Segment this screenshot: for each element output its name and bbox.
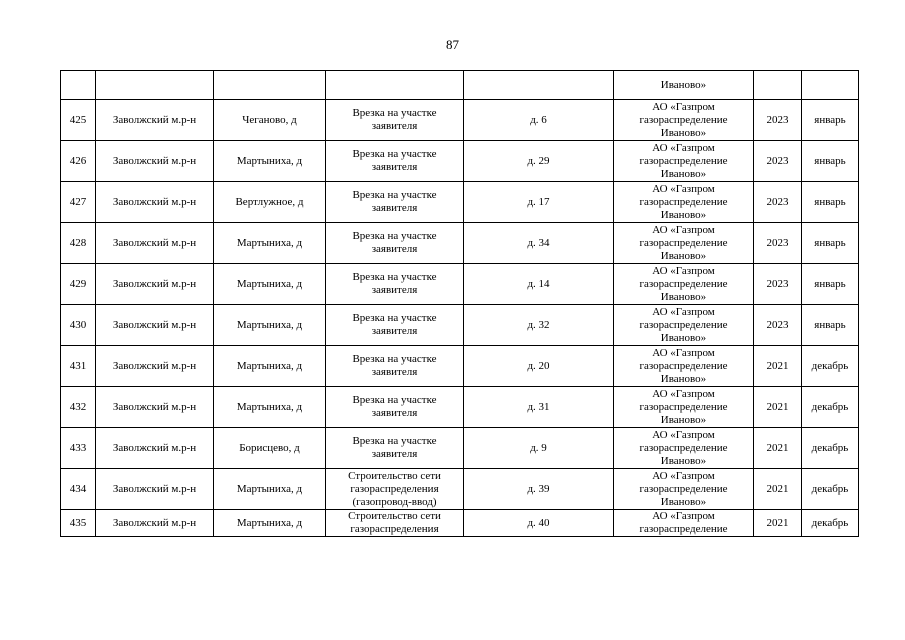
cell-month: январь	[802, 141, 859, 182]
cell-month: декабрь	[802, 510, 859, 537]
cell-settlement: Вертлужное, д	[214, 182, 326, 223]
cell-work-type: Врезка на участке заявителя	[326, 387, 464, 428]
cell-settlement: Борисцево, д	[214, 428, 326, 469]
cell-address: д. 20	[464, 346, 614, 387]
cell-settlement: Чеганово, д	[214, 100, 326, 141]
table-row	[61, 141, 859, 182]
cell-work-type: Строительство сети газораспределения	[326, 510, 464, 537]
cell-address: д. 34	[464, 223, 614, 264]
cell-year: 2023	[754, 182, 802, 223]
page-number: 87	[446, 37, 459, 52]
table-row	[61, 428, 859, 469]
cell-number: 428	[61, 223, 96, 264]
cell-district: Заволжский м.р-н	[96, 100, 214, 141]
cell-address	[464, 71, 614, 100]
cell-work-type: Врезка на участке заявителя	[326, 305, 464, 346]
cell-number: 425	[61, 100, 96, 141]
cell-organization: АО «Газпром газораспределение Иваново»	[614, 428, 754, 469]
cell-address: д. 6	[464, 100, 614, 141]
cell-district: Заволжский м.р-н	[96, 428, 214, 469]
cell-address: д. 9	[464, 428, 614, 469]
cell-year: 2023	[754, 100, 802, 141]
cell-work-type: Врезка на участке заявителя	[326, 223, 464, 264]
cell-year: 2023	[754, 305, 802, 346]
cell-district: Заволжский м.р-н	[96, 305, 214, 346]
cell-year: 2021	[754, 387, 802, 428]
cell-work-type: Врезка на участке заявителя	[326, 264, 464, 305]
cell-district: Заволжский м.р-н	[96, 223, 214, 264]
cell-organization: АО «Газпром газораспределение Иваново»	[614, 141, 754, 182]
cell-settlement	[214, 71, 326, 100]
table-row	[61, 387, 859, 428]
cell-address: д. 32	[464, 305, 614, 346]
cell-year: 2021	[754, 510, 802, 537]
cell-number: 430	[61, 305, 96, 346]
cell-address: д. 29	[464, 141, 614, 182]
cell-district: Заволжский м.р-н	[96, 387, 214, 428]
cell-month: декабрь	[802, 387, 859, 428]
cell-year: 2023	[754, 264, 802, 305]
cell-work-type: Врезка на участке заявителя	[326, 100, 464, 141]
gasification-table	[60, 70, 859, 537]
cell-year: 2023	[754, 141, 802, 182]
cell-settlement: Мартыниха, д	[214, 510, 326, 537]
table-row	[61, 264, 859, 305]
cell-settlement: Мартыниха, д	[214, 305, 326, 346]
cell-organization: АО «Газпром газораспределение Иваново»	[614, 100, 754, 141]
cell-work-type: Врезка на участке заявителя	[326, 182, 464, 223]
table-row	[61, 100, 859, 141]
cell-organization: АО «Газпром газораспределение	[614, 510, 754, 537]
cell-district: Заволжский м.р-н	[96, 141, 214, 182]
cell-year	[754, 71, 802, 100]
cell-year: 2021	[754, 428, 802, 469]
table-row	[61, 510, 859, 537]
cell-month: январь	[802, 182, 859, 223]
cell-organization: АО «Газпром газораспределение Иваново»	[614, 469, 754, 510]
cell-address: д. 31	[464, 387, 614, 428]
cell-district: Заволжский м.р-н	[96, 264, 214, 305]
table-row	[61, 346, 859, 387]
cell-year: 2023	[754, 223, 802, 264]
cell-number: 433	[61, 428, 96, 469]
cell-month: декабрь	[802, 469, 859, 510]
cell-work-type: Врезка на участке заявителя	[326, 428, 464, 469]
cell-month	[802, 71, 859, 100]
cell-district: Заволжский м.р-н	[96, 182, 214, 223]
cell-settlement: Мартыниха, д	[214, 387, 326, 428]
table-body	[61, 71, 859, 537]
cell-organization: АО «Газпром газораспределение Иваново»	[614, 182, 754, 223]
table-row-continuation	[61, 71, 859, 100]
table-row	[61, 305, 859, 346]
cell-work-type	[326, 71, 464, 100]
cell-number: 427	[61, 182, 96, 223]
cell-work-type: Врезка на участке заявителя	[326, 141, 464, 182]
cell-organization: АО «Газпром газораспределение Иваново»	[614, 346, 754, 387]
cell-number: 429	[61, 264, 96, 305]
cell-settlement: Мартыниха, д	[214, 264, 326, 305]
cell-number: 435	[61, 510, 96, 537]
cell-organization: Иваново»	[614, 71, 754, 100]
cell-month: январь	[802, 305, 859, 346]
cell-month: декабрь	[802, 428, 859, 469]
cell-organization: АО «Газпром газораспределение Иваново»	[614, 305, 754, 346]
cell-district	[96, 71, 214, 100]
cell-organization: АО «Газпром газораспределение Иваново»	[614, 223, 754, 264]
cell-number	[61, 71, 96, 100]
cell-month: декабрь	[802, 346, 859, 387]
cell-settlement: Мартыниха, д	[214, 141, 326, 182]
cell-district: Заволжский м.р-н	[96, 510, 214, 537]
cell-settlement: Мартыниха, д	[214, 469, 326, 510]
table-row	[61, 182, 859, 223]
cell-work-type: Врезка на участке заявителя	[326, 346, 464, 387]
cell-address: д. 17	[464, 182, 614, 223]
cell-month: январь	[802, 264, 859, 305]
cell-district: Заволжский м.р-н	[96, 346, 214, 387]
cell-address: д. 40	[464, 510, 614, 537]
cell-organization: АО «Газпром газораспределение Иваново»	[614, 387, 754, 428]
cell-year: 2021	[754, 346, 802, 387]
table-row	[61, 223, 859, 264]
cell-settlement: Мартыниха, д	[214, 346, 326, 387]
cell-year: 2021	[754, 469, 802, 510]
cell-number: 431	[61, 346, 96, 387]
cell-month: январь	[802, 223, 859, 264]
table-row	[61, 469, 859, 510]
cell-work-type: Строительство сети газораспределения (газопровод-ввод)	[326, 469, 464, 510]
cell-address: д. 14	[464, 264, 614, 305]
cell-settlement: Мартыниха, д	[214, 223, 326, 264]
cell-month: январь	[802, 100, 859, 141]
cell-address: д. 39	[464, 469, 614, 510]
cell-number: 426	[61, 141, 96, 182]
cell-number: 434	[61, 469, 96, 510]
cell-district: Заволжский м.р-н	[96, 469, 214, 510]
cell-number: 432	[61, 387, 96, 428]
cell-organization: АО «Газпром газораспределение Иваново»	[614, 264, 754, 305]
